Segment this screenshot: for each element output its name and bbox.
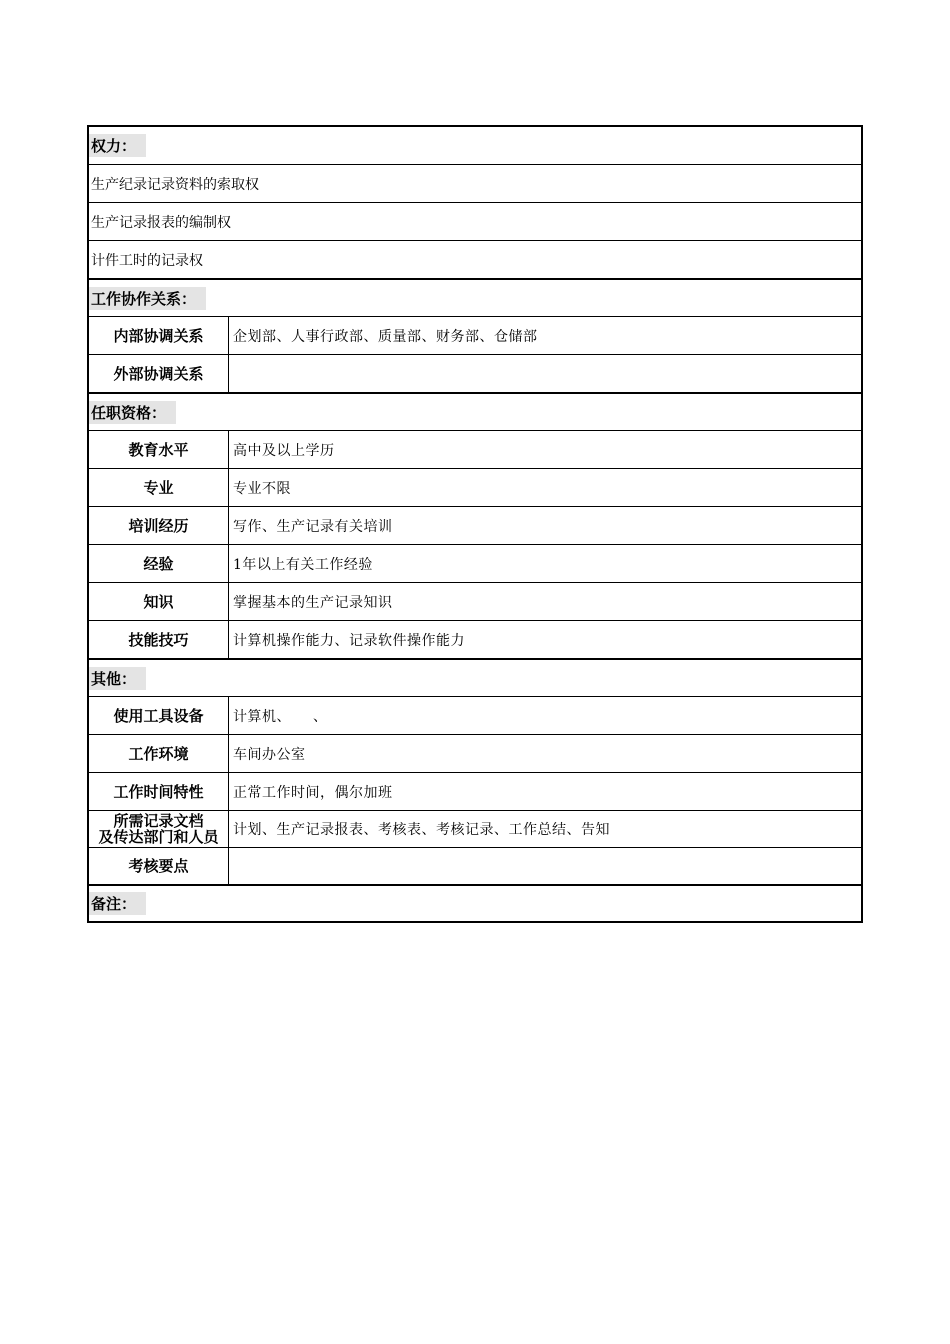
table-row <box>89 810 861 847</box>
row-label: 培训经历 <box>89 507 229 544</box>
table-row <box>89 468 861 506</box>
power-item <box>89 164 861 202</box>
section-qualification-title: 任职资格： <box>89 401 176 424</box>
table-row <box>89 430 861 468</box>
section-qualification-header <box>89 392 861 430</box>
power-item <box>89 240 861 278</box>
table-row <box>89 696 861 734</box>
row-value: 写作、生产记录有关培训 <box>233 518 393 535</box>
row-label: 工作环境 <box>89 735 229 772</box>
row-value: 计算机操作能力、记录软件操作能力 <box>233 632 465 649</box>
row-value: 1年以上有关工作经验 <box>233 556 373 573</box>
row-value: 掌握基本的生产记录知识 <box>233 594 393 611</box>
table-row <box>89 847 861 884</box>
row-value: 高中及以上学历 <box>233 442 335 459</box>
section-other-title: 其他： <box>89 667 146 690</box>
row-value: 车间办公室 <box>233 746 306 763</box>
row-value: 企划部、人事行政部、质量部、财务部、仓储部 <box>233 328 538 345</box>
row-label: 教育水平 <box>89 431 229 468</box>
row-label: 技能技巧 <box>89 621 229 658</box>
row-value: 专业不限 <box>233 480 291 497</box>
row-label: 考核要点 <box>89 848 229 884</box>
row-label-two-line <box>89 811 229 847</box>
power-item-text: 生产记录报表的编制权 <box>91 214 231 231</box>
section-cooperation-title: 工作协作关系： <box>89 287 206 310</box>
section-remark-title: 备注： <box>89 892 146 915</box>
row-value: 正常工作时间，偶尔加班 <box>233 784 393 801</box>
section-remark-header <box>89 884 861 921</box>
table-row <box>89 772 861 810</box>
table-row <box>89 544 861 582</box>
table-row <box>89 316 861 354</box>
section-cooperation-header <box>89 278 861 316</box>
table-row <box>89 506 861 544</box>
table-row <box>89 582 861 620</box>
row-value: 计算机、 、 <box>233 708 328 725</box>
row-label: 知识 <box>89 583 229 620</box>
power-item-text: 计件工时的记录权 <box>91 252 203 269</box>
row-label: 使用工具设备 <box>89 697 229 734</box>
row-label: 工作时间特性 <box>89 773 229 810</box>
table-row <box>89 620 861 658</box>
table-row <box>89 734 861 772</box>
section-power-title: 权力： <box>89 134 146 157</box>
section-power-header <box>89 127 861 164</box>
power-item <box>89 202 861 240</box>
row-label: 专业 <box>89 469 229 506</box>
row-label: 内部协调关系 <box>89 317 229 354</box>
power-item-text: 生产纪录记录资料的索取权 <box>91 176 259 193</box>
row-label: 经验 <box>89 545 229 582</box>
section-other-header <box>89 658 861 696</box>
job-description-table <box>87 125 863 923</box>
row-label-line2: 及传达部门和人员 <box>98 828 219 846</box>
table-row <box>89 354 861 392</box>
row-label: 外部协调关系 <box>89 355 229 392</box>
row-value: 计划、生产记录报表、考核表、考核记录、工作总结、告知 <box>233 822 610 838</box>
row-label-line1: 所需记录文档 <box>113 812 204 830</box>
